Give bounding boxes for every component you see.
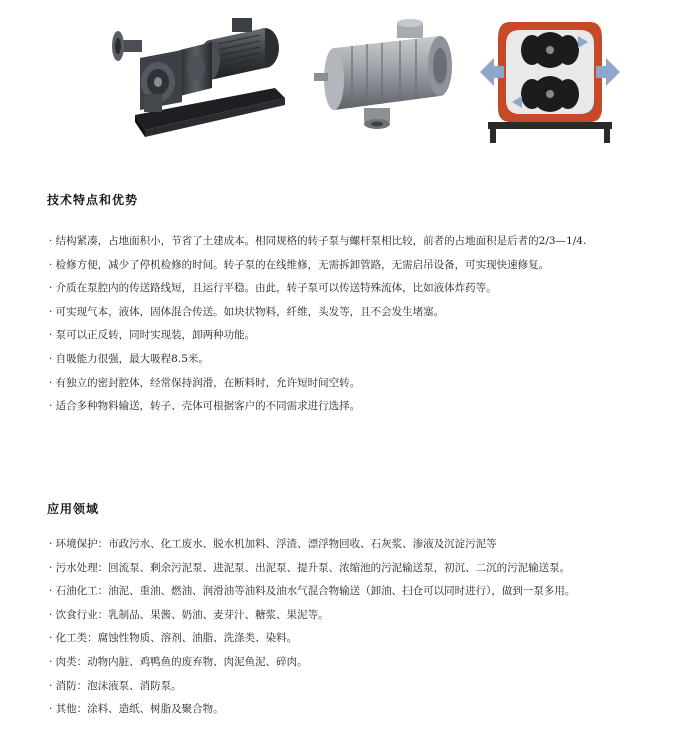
product-image-row	[0, 0, 700, 150]
list-item: · 环境保护：市政污水、化工废水、脱水机加料、浮渣、漂浮物回收、石灰浆、渗液及沉淀污泥等	[49, 538, 497, 550]
rotor-pump-diagram-image	[480, 8, 620, 144]
list-item: · 肉类：动物内脏、鸡鸭鱼的废弃物、肉泥鱼泥、碎肉。	[49, 655, 308, 668]
list-item: · 有独立的密封腔体，经常保持润滑，在断料时，允许短时间空转。	[49, 376, 361, 389]
rotor-pump-unit-image	[312, 18, 462, 133]
applications-title: 应用领域	[47, 502, 100, 516]
list-item: · 污水处理：回流泵、剩余污泥泵、进泥泵、出泥泵、提升泵、浓缩池的污泥输送泵，初沉、二沉的污泥输送泵。	[49, 561, 571, 574]
features-list	[49, 230, 669, 419]
list-item: · 结构紧凑，占地面积小，节省了土建成本。相同规格的转子泵与螺杆泵相比较，前者的占地面积是后者的2/3—1/4.	[49, 235, 587, 247]
features-title: 技术特点和优势	[47, 193, 139, 207]
list-item: · 其他：涂料、造纸、树脂及聚合物。	[49, 703, 224, 716]
list-item: · 泵可以正反转，同时实现装，卸两种功能。	[49, 329, 256, 342]
list-item: · 适合多种物料输送，转子、壳体可根据客户的不同需求进行选择。	[49, 400, 361, 413]
list-item: · 介质在泵腔内的传送路线短，且运行平稳。由此，转子泵可以传送特殊流体，比如液体炸药等。	[49, 282, 497, 295]
list-item: · 化工类：腐蚀性物质、溶剂、油脂、洗涤类、染料。	[49, 632, 298, 645]
motor-driven-pump-image	[100, 10, 290, 140]
list-item: · 石油化工：油泥、重油、燃油、润滑油等油料及油水气混合物输送（卸油、扫仓可以同时进行），做到一泵多用。	[49, 585, 576, 598]
list-item: · 自吸能力很强，最大吸程8.5米。	[49, 352, 209, 365]
list-item: · 检修方便，减少了停机检修的时间。转子泵的在线维修，无需拆卸管路，无需启吊设备，可实现快速修复。	[49, 258, 550, 271]
applications-list	[49, 533, 669, 722]
list-item: · 可实现气本，液体，固体混合传送。如块状物料，纤维，头发等，且不会发生堵塞。	[49, 305, 445, 318]
list-item: · 消防：泡沫液泵、消防泵。	[49, 679, 182, 692]
list-item: · 饮食行业：乳制品、果酱、奶油、麦芽汁、糖浆、果泥等。	[49, 608, 329, 621]
